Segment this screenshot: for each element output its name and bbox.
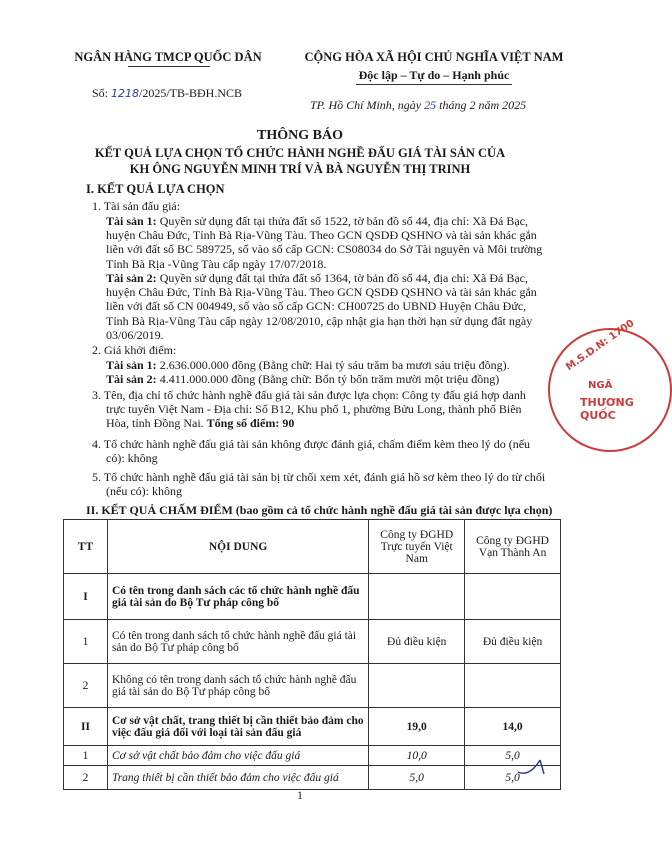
table-row — [64, 574, 561, 620]
item-5-line: 5. Tổ chức hành nghề đấu giá tài sản bị từ chối xem xét, đánh giá hồ sơ kèm theo lý do từ chối — [92, 470, 546, 484]
date-suffix: tháng 2 năm 2025 — [439, 98, 527, 112]
price-2-text: 4.411.000.000 đồng (Bằng chữ: Bốn tỷ bốn trăm mười một triệu đồng) — [159, 372, 500, 387]
document-date — [310, 98, 526, 113]
row-tt: I — [64, 574, 108, 620]
row-content: Cơ sở vật chất, trang thiết bị cần thiết bảo đảm cho việc đấu giá đối với loại tài sản đấu giá — [107, 708, 368, 746]
date-prefix: TP. Hồ Chí Minh, ngày — [310, 98, 422, 112]
asset-1-line: Tỉnh Bà Rịa -Vũng Tàu cấp ngày 17/07/2018. — [106, 256, 327, 271]
row-value-1 — [369, 574, 465, 620]
price-1-label: Tài sản 1: — [106, 358, 157, 372]
stamp-text-top: M.S.D.N: 1700 — [564, 317, 637, 374]
row-value-2: Đủ điều kiện — [465, 620, 561, 664]
price-2-label: Tài sản 2: — [106, 372, 157, 387]
item-3-line: 3. Tên, địa chỉ tổ chức hành nghề đấu giá tài sản được lựa chọn: Công ty đấu giá hợp danh — [92, 388, 526, 402]
section-2-heading-bold: II. KẾT QUẢ CHẤM ĐIỂM — [86, 503, 233, 517]
row-value-1: 5,0 — [369, 766, 465, 790]
doc-number-prefix: Số: — [92, 86, 109, 100]
row-value-2: 5,0 — [465, 746, 561, 766]
row-tt: II — [64, 708, 108, 746]
asset-2-line: liền với đất số CN 004949, số vào số cấp GCN: CH00725 do UBND Huyện Châu Đức, — [106, 299, 527, 314]
header-content: NỘI DUNG — [107, 520, 368, 574]
table-row — [64, 620, 561, 664]
asset-1-line: huyện Châu Đức, Tỉnh Bà Rịa-Vũng Tàu. Theo GCN QSDĐ QSHNO và tài sản khác gắn — [106, 228, 537, 243]
row-tt: 1 — [64, 620, 108, 664]
item-5-block — [92, 470, 562, 498]
item-4-line: 4. Tổ chức hành nghề đấu giá tài sản không được đánh giá, chấm điểm kèm theo lý do (nếu — [92, 437, 531, 451]
stamp-text-bottom: THƯƠNG QUỐC — [580, 396, 634, 422]
table-row — [64, 664, 561, 708]
score-table — [63, 519, 561, 790]
row-value-1: 19,0 — [369, 708, 465, 746]
row-tt: 2 — [64, 766, 108, 790]
asset-1-line: liền với đất số BC 589725, số vào số cấp GCN: CS08034 do Sở Tài nguyên và Môi trường — [106, 242, 543, 257]
item-3-block — [92, 388, 562, 431]
header-org-2: Công ty ĐGHD Vạn Thành An — [465, 520, 561, 574]
row-value-1: Đủ điều kiện — [369, 620, 465, 664]
header-right — [284, 50, 584, 83]
doc-subtitle-2: KH ÔNG NGUYỄN MINH TRÍ VÀ BÀ NGUYỄN THỊ TRINH — [129, 162, 471, 176]
item-1-label: 1. Tài sản đấu giá: — [92, 199, 181, 213]
red-stamp — [548, 317, 672, 452]
section-2-heading-rest: (bao gồm cả tổ chức hành nghề đấu giá tài sản được lựa chọn) — [235, 503, 553, 517]
table-row — [64, 708, 561, 746]
row-value-1: 10,0 — [369, 746, 465, 766]
asset-2-block — [106, 271, 566, 342]
handwritten-mark-icon — [514, 752, 554, 782]
row-content: Không có tên trong danh sách tổ chức hành nghề đấu giá tài sản do Bộ Tư pháp công bố — [107, 664, 368, 708]
asset-2-line: huyện Châu Đức, Tỉnh Bà Rịa-Vũng Tàu. Theo GCN QSDĐ QSHNO và tài sản khác gắn — [106, 285, 537, 300]
item-4-line: có): không — [106, 451, 158, 466]
item-3-last: Hòa, tỉnh Đồng Nai. — [106, 416, 204, 431]
bank-underline — [128, 66, 210, 67]
row-tt: 2 — [64, 664, 108, 708]
asset-1-block — [106, 214, 566, 271]
section-2-heading — [86, 503, 552, 518]
item-4-block — [92, 437, 562, 465]
row-content: Cơ sở vật chất bảo đảm cho việc đấu giá — [107, 746, 368, 766]
asset-2-line: Tỉnh Bà Rịa-Vũng Tàu cấp ngày 12/08/2010, cập nhật gia hạn thời hạn sử dụng đất ngày — [106, 313, 533, 328]
asset-1-label: Tài sản 1: — [106, 214, 157, 228]
row-value-1 — [369, 664, 465, 708]
stamp-text-mid: NGÂ — [588, 380, 613, 391]
price-1-text: 2.636.000.000 đồng (Bằng chữ: Hai tỷ sáu trăm ba mươi sáu triệu đồng). — [159, 358, 510, 372]
row-tt: 1 — [64, 746, 108, 766]
asset-2-line: 03/06/2019. — [106, 327, 164, 342]
total-score: Tổng số điểm: 90 — [206, 416, 295, 431]
doc-title: THÔNG BÁO — [257, 128, 343, 143]
item-3-line: trực tuyến Việt Nam - Địa chỉ: Số B12, Khu phố 1, phường Bửu Long, thành phố Biên — [106, 402, 522, 417]
asset-2-label: Tài sản 2: — [106, 271, 157, 285]
bank-name: NGÂN HÀNG TMCP QUỐC DÂN — [74, 50, 262, 64]
motto: Độc lập – Tự do – Hạnh phúc — [358, 68, 510, 82]
doc-number-handwritten: 1218 — [111, 87, 140, 100]
doc-subtitle-1: KẾT QUẢ LỰA CHỌN TỔ CHỨC HÀNH NGHỀ ĐẤU GIÁ TÀI SẢN CỦA — [94, 146, 506, 160]
republic-title: CỘNG HÒA XÃ HỘI CHỦ NGHĨA VIỆT NAM — [304, 50, 564, 64]
item-2-label: 2. Giá khởi điểm: — [92, 343, 177, 357]
row-value-2 — [465, 664, 561, 708]
item-5-line: (nếu có): không — [106, 484, 182, 499]
header-org-1: Công ty ĐGHD Trực tuyến Việt Nam — [369, 520, 465, 574]
doc-number-suffix: /2025/TB-BĐH.NCB — [139, 86, 243, 100]
page-number: 1 — [297, 788, 303, 802]
price-block — [106, 358, 566, 386]
asset-1-line: Quyền sử dụng đất tại thửa đất số 1522, tờ bản đồ số 44, địa chỉ: Xã Đá Bạc, — [159, 214, 528, 228]
row-value-2: 5,0 — [465, 766, 561, 790]
row-content: Có tên trong danh sách tổ chức hành nghề đấu giá tài sản do Bộ Tư pháp công bố — [107, 620, 368, 664]
table-row — [64, 746, 561, 766]
table-header-row — [64, 520, 561, 574]
document-number — [92, 86, 242, 101]
row-content: Trang thiết bị cần thiết bảo đảm cho việc đấu giá — [107, 766, 368, 790]
row-value-2: 14,0 — [465, 708, 561, 746]
motto-underline — [356, 84, 512, 85]
row-content: Có tên trong danh sách các tổ chức hành nghề đấu giá tài sản do Bộ Tư pháp công bố — [107, 574, 368, 620]
section-1-heading: I. KẾT QUẢ LỰA CHỌN — [86, 182, 225, 196]
table-row — [64, 766, 561, 790]
row-value-2 — [465, 574, 561, 620]
header-tt: TT — [64, 520, 108, 574]
date-day-handwritten: 25 — [424, 98, 437, 112]
asset-2-line: Quyền sử dụng đất tại thửa đất số 1364, tờ bản đồ số 44, địa chỉ: Xã Đá Bạc, — [159, 271, 528, 285]
